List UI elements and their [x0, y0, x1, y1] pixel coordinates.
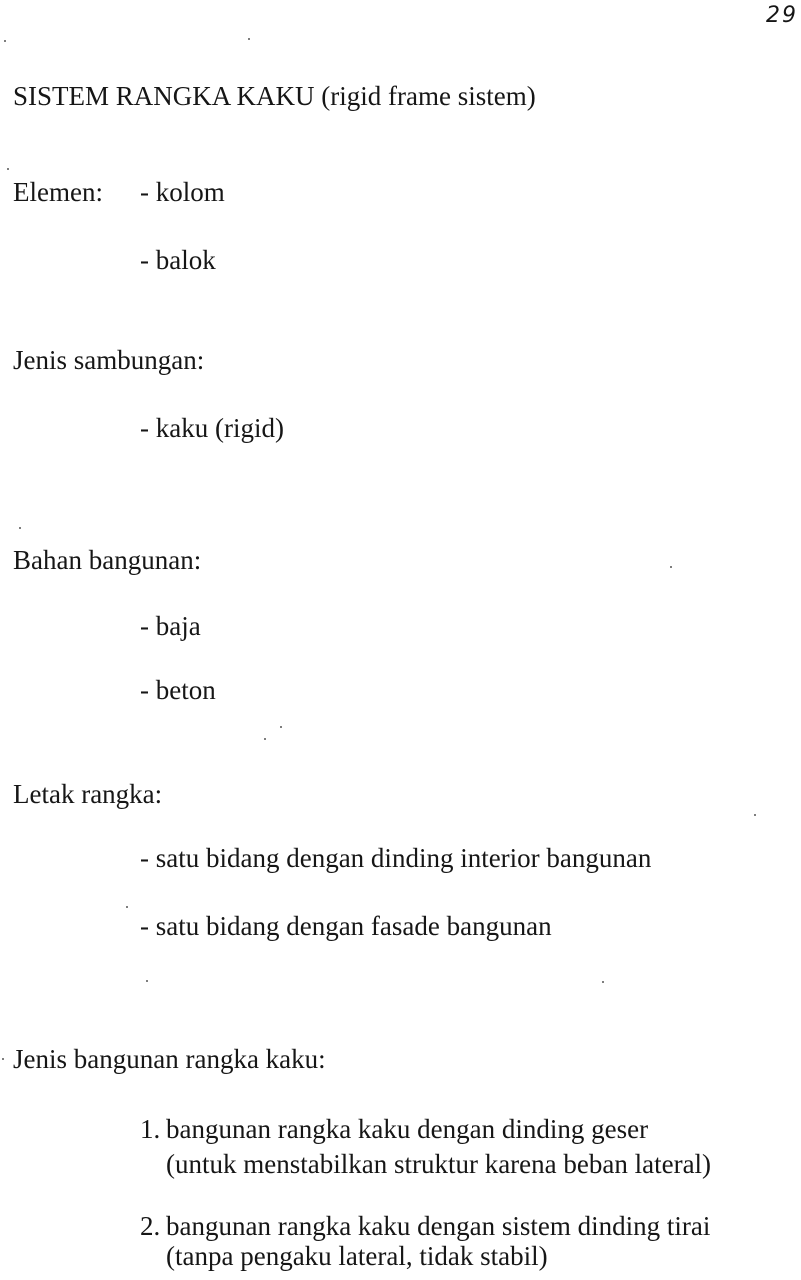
scan-speck	[248, 38, 250, 40]
bahan-bangunan-label: Bahan bangunan:	[13, 545, 202, 575]
scan-speck	[146, 980, 148, 982]
scan-speck	[280, 726, 282, 728]
scan-speck	[7, 168, 9, 170]
bahan-bangunan-item-baja: - baja	[140, 611, 201, 641]
scan-speck	[670, 566, 672, 568]
letak-rangka-item-interior: - satu bidang dengan dinding interior bangunan	[140, 843, 652, 873]
jenis-bangunan-label: Jenis bangunan rangka kaku:	[13, 1044, 326, 1074]
jenis-bangunan-item-2-note: (tanpa pengaku lateral, tidak stabil)	[166, 1241, 548, 1271]
jenis-sambungan-item-kaku: - kaku (rigid)	[140, 413, 284, 443]
letak-rangka-item-fasade: - satu bidang dengan fasade bangunan	[140, 911, 552, 941]
letak-rangka-label: Letak rangka:	[13, 779, 163, 809]
scan-speck	[602, 981, 604, 983]
list-item-text: bangunan rangka kaku dengan sistem dinding tirai	[166, 1211, 711, 1241]
elemen-item-kolom: - kolom	[140, 177, 225, 207]
page-number: 29	[766, 3, 798, 28]
scan-speck	[264, 738, 266, 740]
scan-speck	[4, 40, 6, 42]
scan-speck	[754, 814, 756, 816]
elemen-label: Elemen:	[13, 177, 103, 207]
elemen-item-balok: - balok	[140, 245, 216, 275]
list-number: 2.	[140, 1211, 161, 1241]
bahan-bangunan-item-beton: - beton	[140, 675, 216, 705]
scan-speck	[2, 1058, 4, 1060]
jenis-bangunan-item-1	[140, 1113, 648, 1145]
jenis-bangunan-item-2	[140, 1210, 710, 1242]
jenis-bangunan-item-1-note: (untuk menstabilkan struktur karena beban lateral)	[166, 1149, 712, 1179]
list-item-text: bangunan rangka kaku dengan dinding geser	[166, 1114, 649, 1144]
scan-speck	[19, 527, 21, 529]
list-number: 1.	[140, 1114, 161, 1144]
page-title: SISTEM RANGKA KAKU (rigid frame sistem)	[13, 81, 536, 111]
jenis-sambungan-label: Jenis sambungan:	[13, 345, 205, 375]
scan-speck	[126, 906, 128, 908]
